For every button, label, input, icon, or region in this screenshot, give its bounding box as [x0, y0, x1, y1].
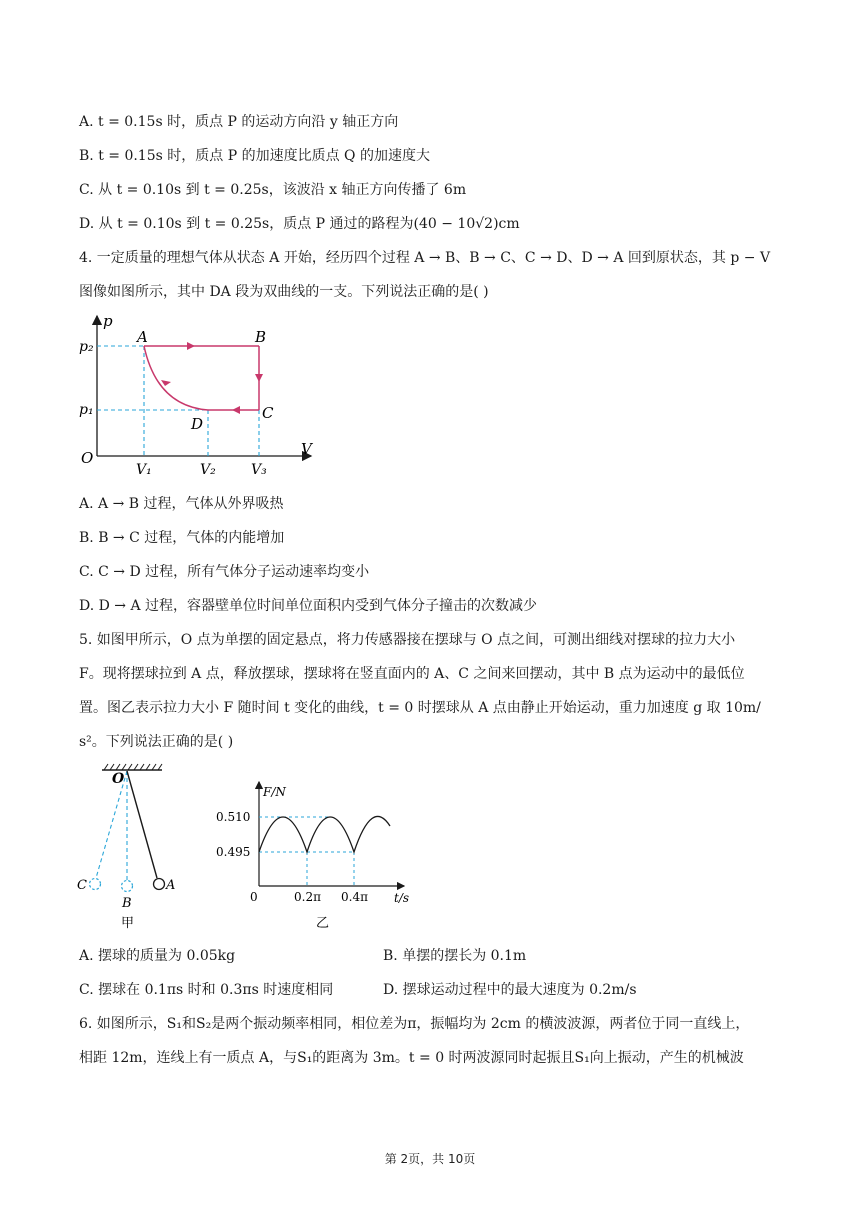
arrow-cd: [232, 406, 240, 414]
page-footer: 第 2页，共 10页: [384, 1152, 476, 1166]
q4-stem-line1: 4. 一定质量的理想气体从状态 A 开始，经历四个过程 A → B、B → C、C → D、D → A 回到原状态，其 p − V: [79, 250, 771, 266]
q3-option-a: A. t = 0.15s 时，质点 P 的运动方向沿 y 轴正方向: [79, 114, 399, 130]
q3-option-c: C. 从 t = 0.10s 到 t = 0.25s，该波沿 x 轴正方向传播了 6m: [79, 182, 467, 198]
string-to-c: [96, 771, 127, 878]
tick-0-510: 0.510: [216, 810, 251, 824]
f-axis-label: F/N: [263, 785, 286, 799]
arrow-da: [161, 380, 171, 386]
v1-label: V₁: [136, 462, 152, 478]
q4-option-c: C. C → D 过程，所有气体分子运动速率均变小: [79, 564, 370, 580]
q5-pendulum-figure: [74, 760, 194, 935]
bob-a: [154, 879, 165, 890]
string-to-a: [127, 771, 157, 878]
q5-option-c: C. 摆球在 0.1πs 时和 0.3πs 时速度相同: [79, 982, 334, 998]
p1-label: p₁: [79, 402, 94, 418]
p2-label: p₂: [79, 339, 94, 355]
q3-option-d: D. 从 t = 0.10s 到 t = 0.25s，质点 P 通过的路程为(40 − 10√2)cm: [79, 216, 520, 232]
force-curve: [259, 816, 390, 852]
axis-p-label: p: [103, 312, 113, 330]
q4-option-b: B. B → C 过程，气体的内能增加: [79, 530, 285, 546]
q5-force-time-graph: [214, 776, 414, 936]
t-axis-label: t/s: [394, 891, 410, 905]
q6-stem-line1: 6. 如图所示，S₁和S₂是两个振动频率相同，相位差为π，振幅均为 2cm 的横波波源，两者位于同一直线上，: [79, 1016, 750, 1032]
q4-pv-diagram: [79, 308, 329, 483]
origin-label: O: [81, 449, 94, 467]
caption-yi: 乙: [316, 916, 330, 931]
arrow-bc: [255, 374, 263, 382]
tick-0-4pi: 0.4π: [341, 890, 368, 904]
q4-option-d: D. D → A 过程，容器壁单位时间单位面积内受到气体分子撞击的次数减少: [79, 598, 538, 614]
arrow-ab: [187, 342, 195, 350]
point-b-label: B: [122, 896, 132, 911]
tick-0-495: 0.495: [216, 845, 251, 859]
q5-stem-line1: 5. 如图甲所示，O 点为单摆的固定悬点，将力传感器接在摆球与 O 点之间，可测出细线对摆球的拉力大小: [79, 632, 736, 648]
q3-option-b: B. t = 0.15s 时，质点 P 的加速度比质点 Q 的加速度大: [79, 148, 430, 164]
q5-stem-line2: F。现将摆球拉到 A 点，释放摆球，摆球将在竖直面内的 A、C 之间来回摆动，其中 B 点为运动中的最低位: [79, 666, 745, 682]
q5-option-b: B. 单摆的摆长为 0.1m: [383, 948, 527, 964]
v3-label: V₃: [251, 462, 267, 478]
q5-option-a: A. 摆球的质量为 0.05kg: [79, 948, 236, 964]
q4-option-a: A. A → B 过程，气体从外界吸热: [79, 496, 284, 512]
point-d-label: D: [191, 415, 204, 433]
q5-stem-line4: s²。下列说法正确的是( ): [79, 734, 234, 750]
tick-0-2pi: 0.2π: [294, 890, 321, 904]
point-c-label: C: [77, 878, 87, 893]
bob-b: [122, 881, 133, 892]
path-da: [144, 346, 208, 410]
origin-label: 0: [250, 890, 258, 904]
caption-jia: 甲: [121, 916, 135, 931]
bob-c: [90, 879, 101, 890]
q6-stem-line2: 相距 12m，连线上有一质点 A，与S₁的距离为 3m。t = 0 时两波源同时起振且S₁向上振动，产生的机械波: [79, 1050, 744, 1066]
v2-label: V₂: [200, 462, 216, 478]
point-b-label: B: [255, 328, 267, 346]
point-c-label: C: [262, 404, 274, 422]
point-o-label: O: [112, 771, 125, 787]
point-a-label: A: [137, 328, 148, 346]
q5-option-d: D. 摆球运动过程中的最大速度为 0.2m/s: [383, 982, 637, 998]
q4-stem-line2: 图像如图所示，其中 DA 段为双曲线的一支。下列说法正确的是( ): [79, 284, 489, 300]
axis-v-label: V: [301, 440, 312, 458]
q5-stem-line3: 置。图乙表示拉力大小 F 随时间 t 变化的曲线，t = 0 时摆球从 A 点由静止开始运动，重力加速度 g 取 10m/: [79, 700, 761, 716]
point-a-label: A: [166, 878, 176, 893]
